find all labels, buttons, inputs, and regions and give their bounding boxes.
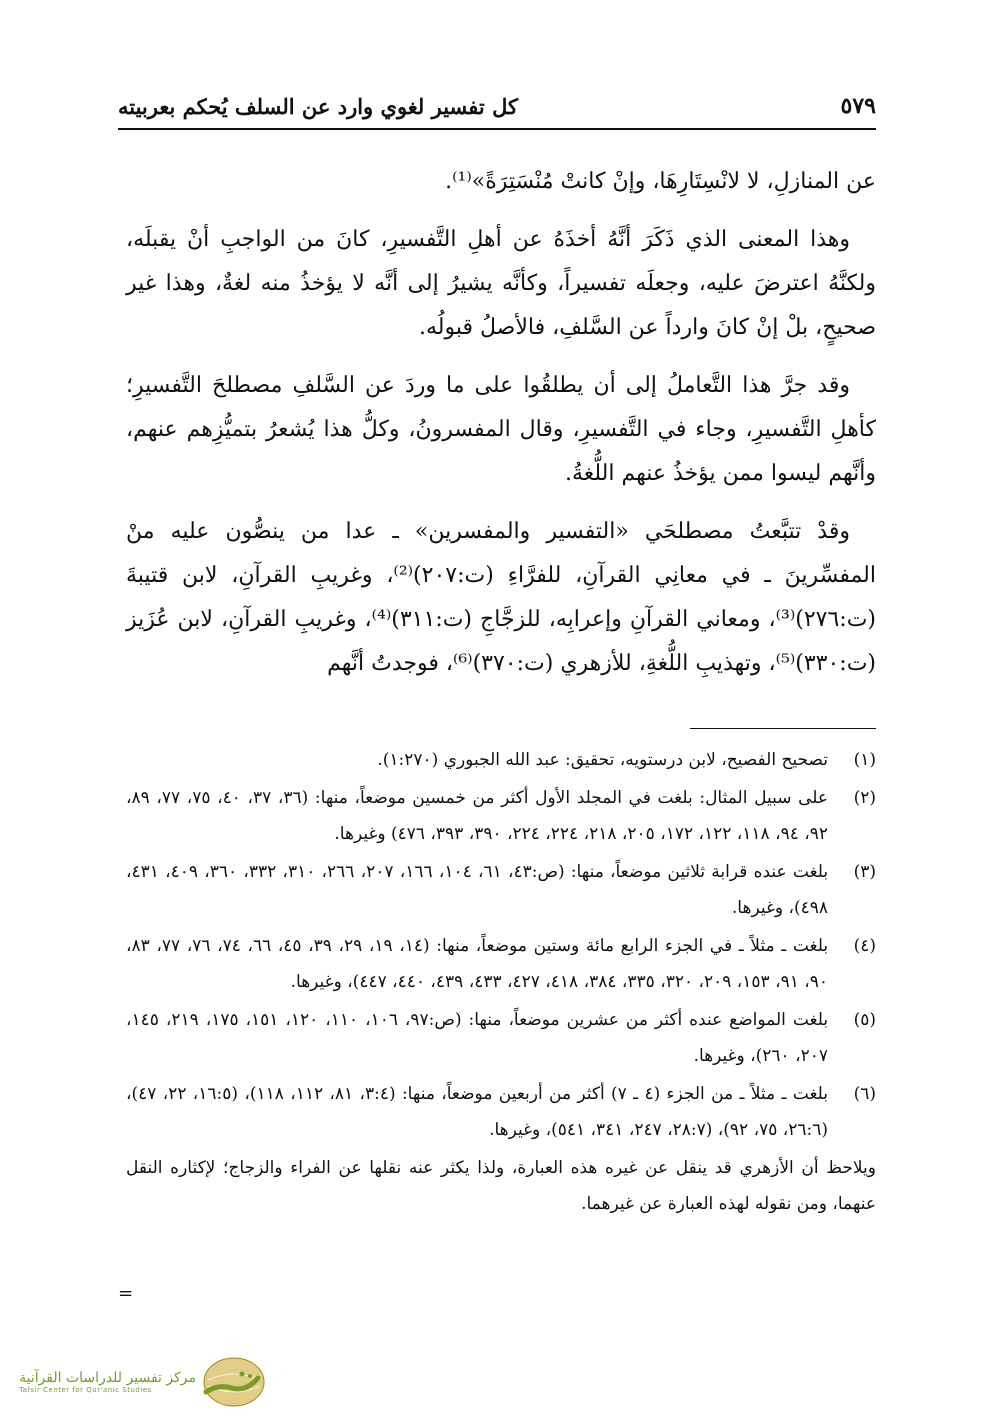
footnote: [126, 1076, 876, 1148]
footnote: [126, 854, 876, 926]
footnote-text: بلغت عنده قرابة ثلاثين موضعاً، منها: (ص:٤٣، ٦١، ١٠٤، ١٦٦، ٢٠٧، ٢٦٦، ٣١٠، ٣٣٢، ٣٦٠، ٤٠٩، ٤٣١، ٤٩٨)، وغيرها.: [126, 862, 829, 918]
footnote-number: (٦): [853, 1084, 876, 1104]
page-header: [118, 86, 876, 126]
footnote-text: تصحيح الفصيح، لابن درستويه، تحقيق: عبد الله الجبوري (١:٢٧٠).: [377, 750, 828, 770]
page-number: ٥٧٩: [840, 93, 876, 119]
publisher-logo: [8, 1354, 268, 1410]
footnote-text: بلغت ـ مثلاً ـ من الجزء (٤ ـ ٧) أكثر من أربعين موضعاً، منها: (٣:٤، ٨١، ١١٢، ١١٨)، (١٦:٥، ٢٢، ٤٧)، (٢٦:٦، ٧٥، ٩٢)، (٢٨:٧، ٢٤٧، ٣٤١، ٥٤١)، وغيرها.: [126, 1084, 829, 1140]
globe-logo-icon: [198, 1354, 268, 1410]
footnote: [126, 742, 876, 778]
footnote: [126, 928, 876, 1000]
logo-wordmark: [19, 1370, 196, 1394]
continuation-mark: =: [118, 1283, 134, 1304]
footnote-continuation: ويلاحظ أن الأزهري قد ينقل عن غيره هذه العبارة، ولذا يكثر عنه نقلها عن الفراء والزجاج؛ لإكثاره النقل عنهما، ومن نقوله لهذه العبارة عن غيرهما.: [126, 1158, 876, 1214]
footnote-number: (٤): [853, 936, 876, 956]
logo-english-text: Tafsir Center for Qur'anic Studies: [19, 1386, 152, 1394]
footnote: [126, 780, 876, 852]
paragraph: وقد جرَّ هذا التَّعاملُ إلى أن يطلقُوا على ما وردَ عن السَّلفِ مصطلحَ التَّفسيرِ؛ كأهلِ التَّفسيرِ، وجاء في التَّفسيرِ، وقال المفسرونُ، وكلُّ هذا يُشعرُ بتميُّزِهم عنهم، وأنَّهم ليسوا ممن يؤخذُ عنهم اللُّغةُ.: [126, 373, 876, 486]
footnote-number: (٢): [853, 788, 876, 808]
running-title: كل تفسير لغوي وارد عن السلف يُحكم بعربيته: [118, 93, 518, 119]
header-rule: [118, 128, 876, 130]
main-text: [126, 160, 876, 700]
footnote-number: (٣): [853, 862, 876, 882]
footnote-number: (٥): [853, 1010, 876, 1030]
footnote-text: على سبيل المثال: بلغت في المجلد الأول أكثر من خمسين موضعاً، منها: (٣٦، ٣٧، ٤٠، ٧٥، ٧٧، ٨٩، ٩٢، ٩٤، ١١٨، ١٢٢، ١٧٢، ٢٠٥، ٢١٨، ٢٢٤، ٢٢٤، ٣٩٠، ٣٩٣، ٤٧٦) وغيرها.: [126, 788, 829, 844]
paragraph: وهذا المعنى الذي ذَكَرَ أنَّهُ أخذَهُ عن أهلِ التَّفسيرِ، كانَ من الواجبِ أنْ يقبلَه، ولكنَّهُ اعترضَ عليه، وجعلَه تفسيراً، وكأنَّه يشيرُ إلى أنَّه لا يؤخذُ منه لغةٌ، وهذا غير صحيحٍ، بلْ إنْ كانَ وارداً عن السَّلفِ، فالأصلُ قبولُه.: [126, 227, 876, 340]
footnote-text: بلغت ـ مثلاً ـ في الجزء الرابع مائة وستين موضعاً، منها: (١٤، ١٩، ٢٩، ٣٩، ٤٥، ٦٦، ٧٤، ٧٦، ٧٧، ٨٣، ٩٠، ٩١، ١٥٣، ٢٠٩، ٣٢٠، ٣٣٥، ٣٨٤، ٤١٨، ٤٢٧، ٤٣٣، ٤٣٩، ٤٤٠، ٤٤٧)، وغيرها.: [126, 936, 829, 992]
paragraph: وقدْ تتبَّعتُ مصطلحَي «التفسير والمفسرين» ـ عدا من ينصُّون عليه منْ المفسِّرينَ ـ في معانِي القرآنِ، للفرَّاءِ (ت:٢٠٧)⁽²⁾، وغريبِ القرآنِ، لابن قتيبةَ (ت:٢٧٦)⁽³⁾، ومعاني القرآنِ وإعرابِه، للزجَّاجِ (ت:٣١١)⁽⁴⁾، وغريبِ القرآنِ، لابن عُزَيز (ت:٣٣٠)⁽⁵⁾، وتهذيبِ اللُّغةِ، للأزهري (ت:٣٧٠)⁽⁶⁾، فوجدتُ أنَّهم: [126, 519, 876, 676]
footnotes: [126, 742, 876, 1222]
footnote-text: بلغت المواضع عنده أكثر من عشرين موضعاً، منها: (ص:٩٧، ١٠٦، ١١٠، ١٢٠، ١٥١، ١٧٥، ٢١٩، ١٤٥، ٢٠٧، ٢٦٠)، وغيرها.: [126, 1010, 829, 1066]
logo-arabic-text: مركز تفسير للدراسات القرآنية: [19, 1370, 196, 1386]
footnote-number: (١): [853, 750, 876, 770]
paragraph: عن المنازلِ، لا لانْسِتَارِهَا، وإنْ كانتْ مُنْسَتِرَةً»⁽¹⁾.: [445, 169, 876, 194]
footnote: [126, 1002, 876, 1074]
footnote-separator: [690, 728, 876, 729]
